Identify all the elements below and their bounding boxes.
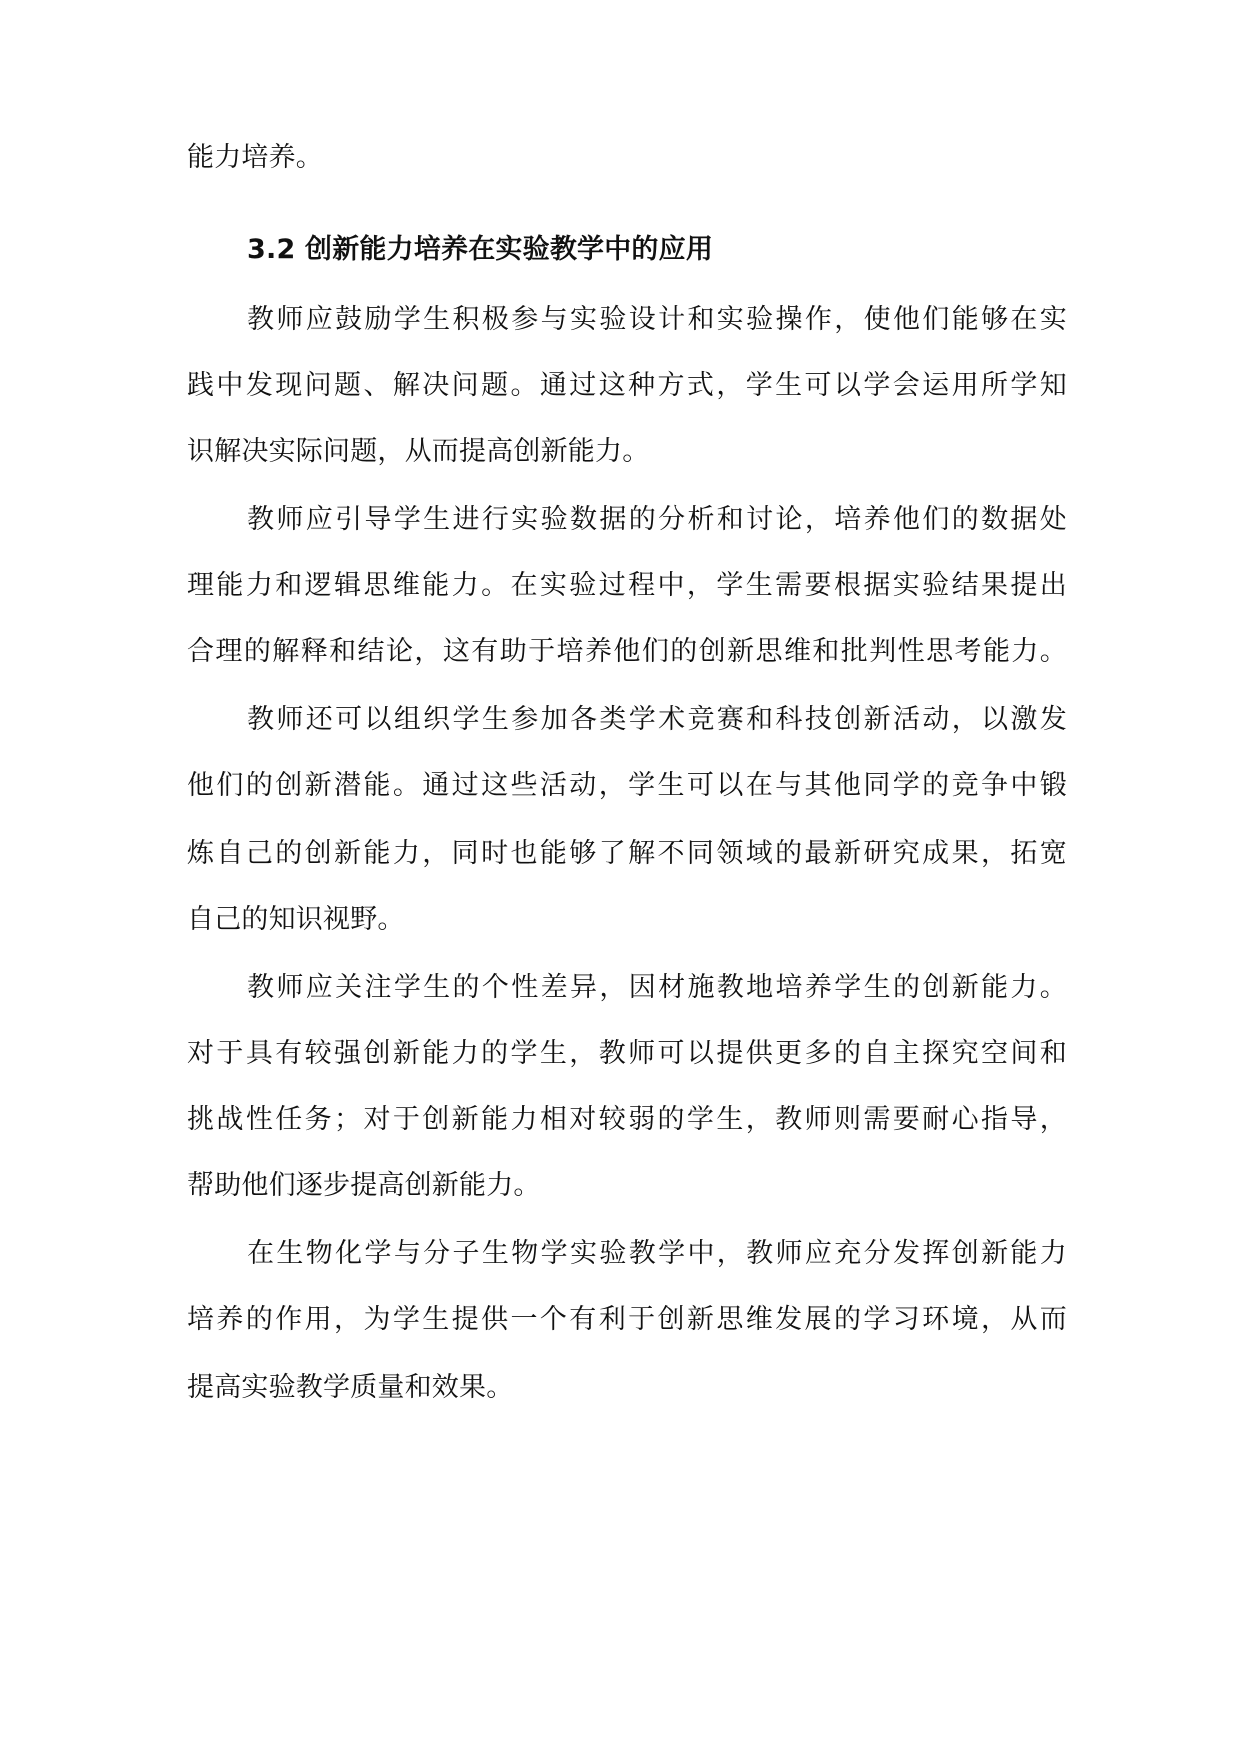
paragraph-line: 他们的创新潜能。通过这些活动，学生可以在与其他同学的竞争中锻: [187, 770, 1067, 801]
paragraph-line: 对于具有较强创新能力的学生，教师可以提供更多的自主探究空间和: [187, 1038, 1067, 1069]
paragraph-line: 合理的解释和结论，这有助于培养他们的创新思维和批判性思考能力。: [187, 636, 1067, 667]
paragraph-line: 自己的知识视野。: [187, 904, 405, 935]
paragraph-line: 提高实验教学质量和效果。: [187, 1372, 514, 1403]
section-heading: 3.2 创新能力培养在实验教学中的应用: [247, 234, 714, 265]
paragraph-line: 教师应鼓励学生积极参与实验设计和实验操作，使他们能够在实: [247, 304, 1067, 335]
paragraph-line: 践中发现问题、解决问题。通过这种方式，学生可以学会运用所学知: [187, 370, 1067, 401]
paragraph-line: 能力培养。: [187, 142, 323, 173]
paragraph-line: 挑战性任务；对于创新能力相对较弱的学生，教师则需要耐心指导，: [187, 1104, 1067, 1135]
paragraph-line: 培养的作用，为学生提供一个有利于创新思维发展的学习环境，从而: [187, 1304, 1067, 1335]
paragraph-line: 教师应关注学生的个性差异，因材施教地培养学生的创新能力。: [247, 972, 1067, 1003]
paragraph-line: 理能力和逻辑思维能力。在实验过程中，学生需要根据实验结果提出: [187, 570, 1067, 601]
paragraph-line: 教师还可以组织学生参加各类学术竞赛和科技创新活动，以激发: [247, 704, 1067, 735]
paragraph-line: 炼自己的创新能力，同时也能够了解不同领域的最新研究成果，拓宽: [187, 838, 1067, 869]
paragraph-line: 帮助他们逐步提高创新能力。: [187, 1170, 541, 1201]
paragraph-line: 识解决实际问题，从而提高创新能力。: [187, 436, 650, 467]
paragraph-line: 在生物化学与分子生物学实验教学中，教师应充分发挥创新能力: [247, 1238, 1067, 1269]
paragraph-line: 教师应引导学生进行实验数据的分析和讨论，培养他们的数据处: [247, 504, 1067, 535]
